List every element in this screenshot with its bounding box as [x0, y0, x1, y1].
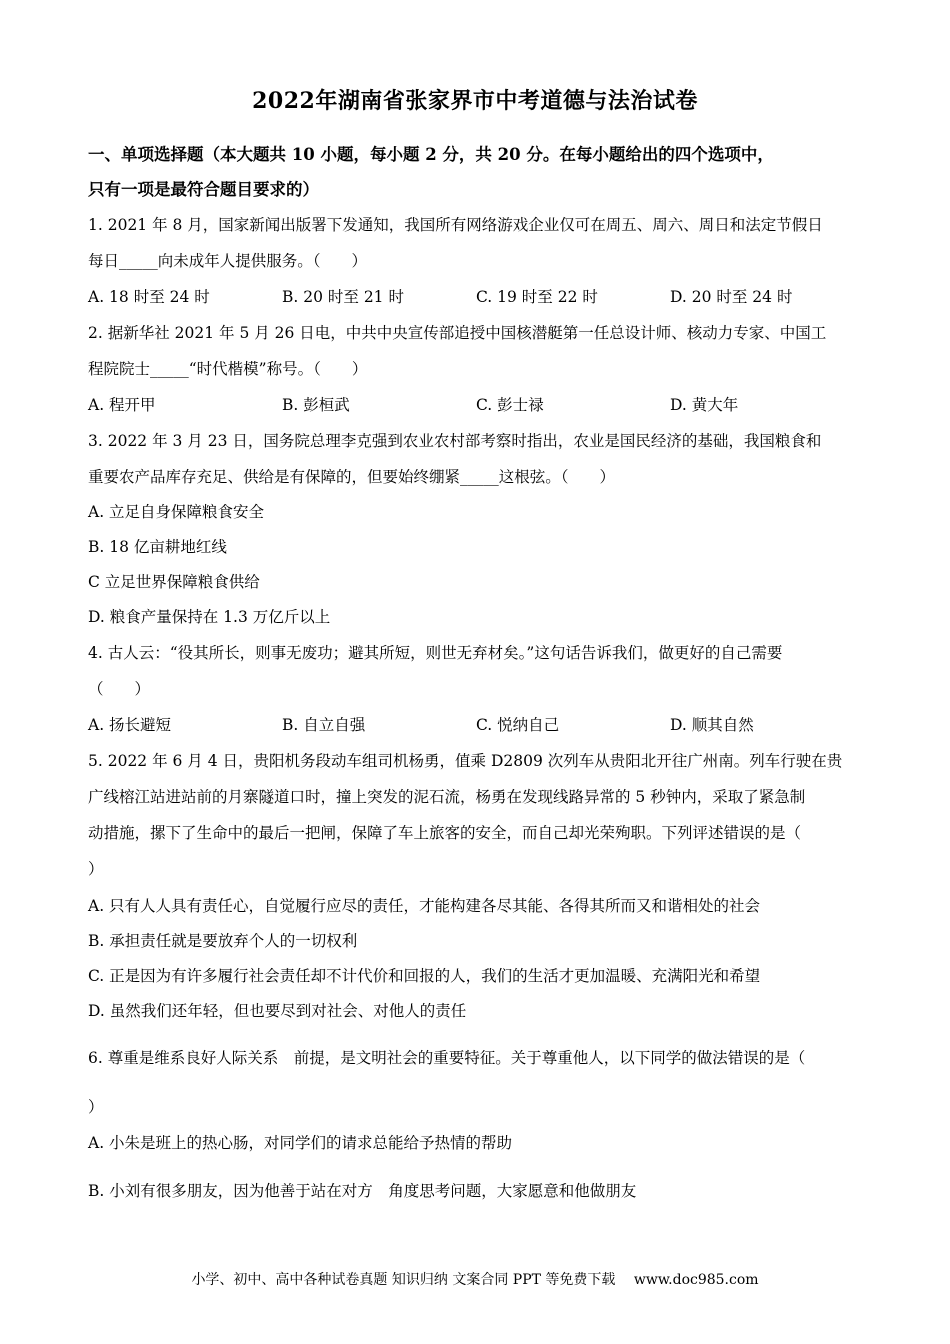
- q5-option-c: C. 正是因为有许多履行社会责任却不计代价和回报的人，我们的生活才更加温暖、充满阳光和希望: [88, 967, 761, 985]
- q4-option-c: C. 悦纳自己: [476, 716, 560, 734]
- q4-option-a: A. 扬长避短: [88, 716, 172, 734]
- q1-text-line-1: 1. 2021 年 8 月，国家新闻出版署下发通知，我国所有网络游戏企业仅可在周五、周六、周日和法定节假日: [88, 216, 823, 234]
- q5-text-line-2: 广线榕江站进站前的月寨隧道口时，撞上突发的泥石流，杨勇在发现线路异常的 5 秒钟内，采取了紧急制: [88, 788, 806, 806]
- q3-text-line-2: 重要农产品库存充足、供给是有保障的，但要始终绷紧_____这根弦。（ ）: [88, 468, 616, 486]
- q3-option-b: B. 18 亿亩耕地红线: [88, 538, 227, 556]
- q5-text-line-4: ）: [88, 860, 104, 878]
- page-title: 2022年湖南省张家界市中考道德与法治试卷: [252, 88, 698, 114]
- q5-option-d: D. 虽然我们还年轻，但也要尽到对社会、对他人的责任: [88, 1002, 467, 1020]
- q1-option-a: A. 18 时至 24 时: [88, 288, 210, 306]
- q3-text-line-1: 3. 2022 年 3 月 23 日，国务院总理李克强到农业农村部考察时指出，农业是国民经济的基础，我国粮食和: [88, 432, 822, 450]
- section-heading-line-2: 只有一项是最符合题目要求的）: [88, 180, 319, 199]
- q2-text-line-2: 程院院士_____“时代楷模”称号。（ ）: [88, 360, 368, 378]
- q2-text-line-1: 2. 据新华社 2021 年 5 月 26 日电，中共中央宣传部追授中国核潜艇第一任总设计师、核动力专家、中国工: [88, 324, 827, 342]
- q5-text-line-3: 动措施，摞下了生命中的最后一把闸，保障了车上旅客的安全，而自己却光荣殉职。下列评述错误的是（: [88, 824, 802, 842]
- q5-text-line-1: 5. 2022 年 6 月 4 日，贵阳机务段动车组司机杨勇，值乘 D2809 次列车从贵阳北开往广州南。列车行驶在贵: [88, 752, 843, 770]
- q4-text-line-1: 4. 古人云：“役其所长，则事无废功；避其所短，则世无弃材矣。”这句话告诉我们，做更好的自己需要: [88, 644, 783, 662]
- q3-option-c: C 立足世界保障粮食供给: [88, 573, 260, 591]
- q3-option-d: D. 粮食产量保持在 1.3 万亿斤以上: [88, 608, 331, 626]
- q3-option-a: A. 立足自身保障粮食安全: [88, 503, 265, 521]
- q4-option-b: B. 自立自强: [282, 716, 366, 734]
- q1-option-d: D. 20 时至 24 时: [670, 288, 793, 306]
- q6-option-a: A. 小朱是班上的热心肠，对同学们的请求总能给予热情的帮助: [88, 1134, 513, 1152]
- q4-option-d: D. 顺其自然: [670, 716, 754, 734]
- q6-text-line-2: ）: [88, 1098, 104, 1116]
- q2-option-d: D. 黄大年: [670, 396, 739, 414]
- q5-option-b: B. 承担责任就是要放弃个人的一切权利: [88, 932, 358, 950]
- q1-option-c: C. 19 时至 22 时: [476, 288, 598, 306]
- q2-option-a: A. 程开甲: [88, 396, 156, 414]
- q5-option-a: A. 只有人人具有责任心，自觉履行应尽的责任，才能构建各尽其能、各得其所而又和谐相处的社会: [88, 897, 761, 915]
- q6-text-line-1: 6. 尊重是维系良好人际关系 前提，是文明社会的重要特征。关于尊重他人，以下同学的做法错误的是（: [88, 1049, 806, 1067]
- q1-option-b: B. 20 时至 21 时: [282, 288, 404, 306]
- q1-text-line-2: 每日_____向未成年人提供服务。（ ）: [88, 252, 368, 270]
- q2-option-b: B. 彭桓武: [282, 396, 350, 414]
- page-footer: 小学、初中、高中各种试卷真题 知识归纳 文案合同 PPT 等免费下载 www.doc985.com: [191, 1272, 759, 1288]
- q2-option-c: C. 彭士禄: [476, 396, 544, 414]
- q6-option-b: B. 小刘有很多朋友，因为他善于站在对方 角度思考问题，大家愿意和他做朋友: [88, 1182, 637, 1200]
- q4-text-line-2: （ ）: [88, 680, 151, 698]
- section-heading-line-1: 一、单项选择题（本大题共 10 小题，每小题 2 分，共 20 分。在每小题给出的四个选项中，: [88, 145, 774, 164]
